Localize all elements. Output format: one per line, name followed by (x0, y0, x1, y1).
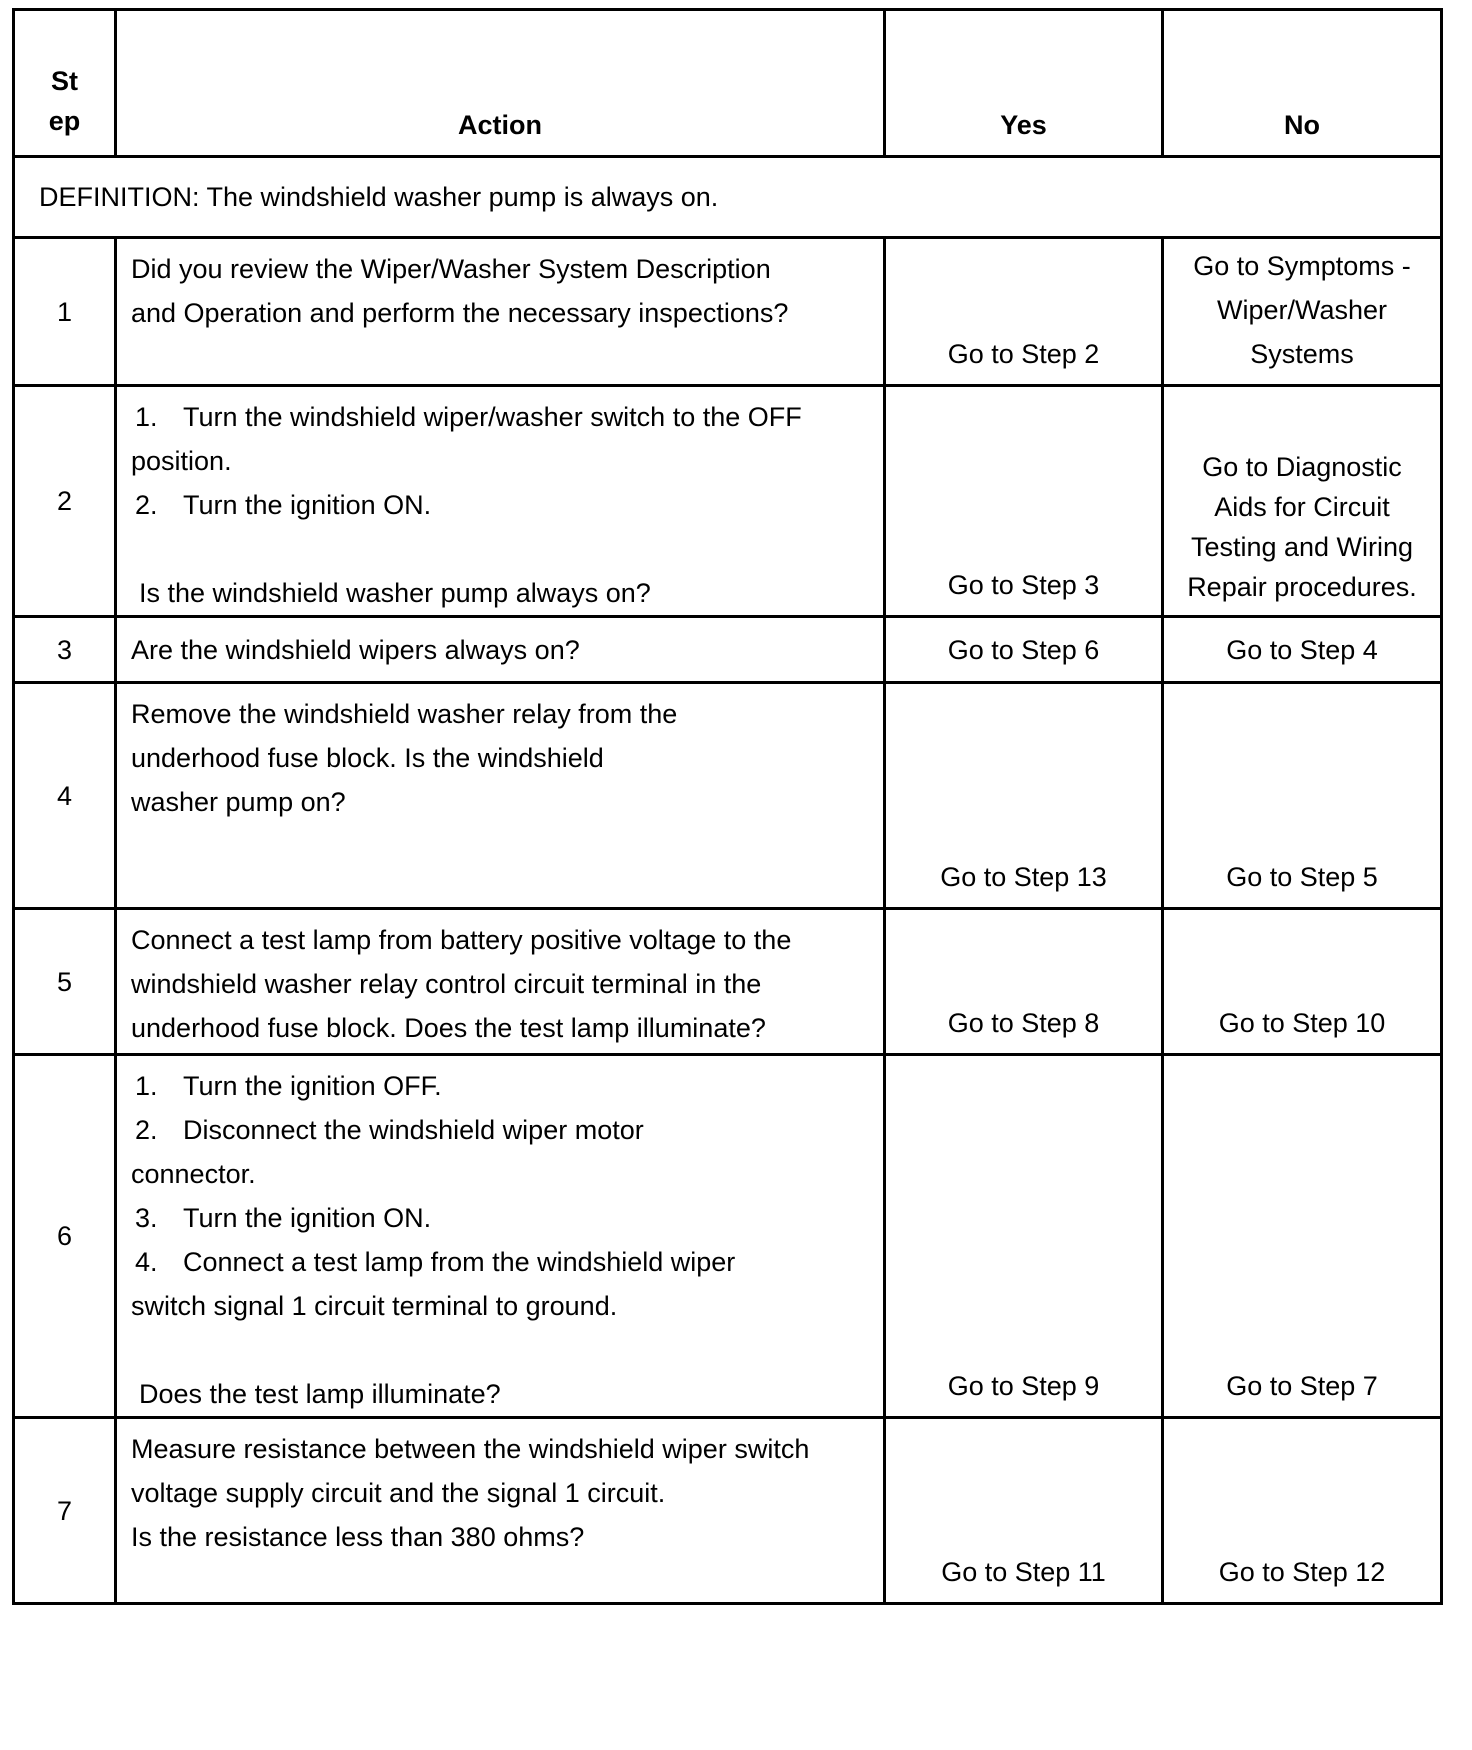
no-text: Go to Step 7 (1226, 1371, 1378, 1401)
no-cell (1163, 909, 1442, 1055)
header-row (14, 10, 1442, 157)
action-item: connector. (131, 1159, 256, 1189)
table-row (14, 386, 1442, 617)
step-number: 5 (14, 909, 116, 1055)
action-item: position. (131, 446, 232, 476)
table-row (14, 617, 1442, 683)
action-cell (116, 909, 885, 1055)
table-row (14, 1418, 1442, 1604)
no-text: Go to Step 5 (1226, 862, 1378, 892)
no-cell (1163, 683, 1442, 909)
action-cell (116, 1418, 885, 1604)
no-text: Go to Step 4 (1226, 634, 1378, 665)
step-number: 2 (14, 386, 116, 617)
action-line: Did you review the Wiper/Washer System Description (131, 254, 771, 284)
no-cell (1163, 238, 1442, 386)
action-item: switch signal 1 circuit terminal to ground. (131, 1291, 618, 1321)
no-text: Go to Symptoms - Wiper/Washer Systems (1193, 251, 1411, 369)
action-line: Are the windshield wipers always on? (131, 634, 580, 665)
yes-cell (885, 617, 1163, 683)
diagnostic-table (12, 8, 1443, 1605)
action-question: Is the windshield washer pump always on? (139, 578, 651, 608)
no-cell (1163, 1055, 1442, 1418)
action-item: 2. Disconnect the windshield wiper motor (135, 1115, 644, 1145)
action-cell (116, 1055, 885, 1418)
action-item: 1. Turn the windshield wiper/washer switch to the OFF (135, 402, 802, 432)
header-no: No (1163, 10, 1442, 157)
action-item: 1. Turn the ignition OFF. (135, 1071, 442, 1101)
header-step-line2: ep (48, 106, 81, 136)
action-line: Is the resistance less than 380 ohms? (131, 1522, 585, 1552)
header-step-line1: St (51, 66, 78, 96)
action-line: underhood fuse block. Is the windshield (131, 743, 604, 773)
action-line: windshield washer relay control circuit terminal in the (131, 969, 762, 999)
step-number: 1 (14, 238, 116, 386)
action-line: and Operation and perform the necessary inspections? (131, 298, 789, 328)
header-yes: Yes (885, 10, 1163, 157)
no-cell (1163, 386, 1442, 617)
yes-text: Go to Step 9 (947, 1371, 1100, 1401)
no-text: Go to Step 10 (1218, 1008, 1386, 1038)
yes-text: Go to Step 13 (940, 862, 1107, 892)
step-number: 4 (14, 683, 116, 909)
yes-cell (885, 683, 1163, 909)
yes-text: Go to Step 6 (947, 634, 1100, 665)
step-number: 7 (14, 1418, 116, 1604)
yes-text: Go to Step 8 (947, 1008, 1100, 1038)
yes-cell (885, 238, 1163, 386)
step-number: 6 (14, 1055, 116, 1418)
action-line: Connect a test lamp from battery positive voltage to the (131, 925, 792, 955)
yes-text: Go to Step 2 (947, 339, 1100, 369)
yes-cell (885, 909, 1163, 1055)
action-item: 4. Connect a test lamp from the windshield wiper (135, 1247, 736, 1277)
definition-text: DEFINITION: The windshield washer pump is always on. (14, 157, 1442, 238)
no-cell (1163, 1418, 1442, 1604)
action-line: washer pump on? (131, 787, 346, 817)
yes-cell (885, 386, 1163, 617)
yes-text: Go to Step 3 (947, 570, 1100, 600)
table-row (14, 1055, 1442, 1418)
action-cell (116, 238, 885, 386)
header-action: Action (116, 10, 885, 157)
no-text: Go to Step 12 (1218, 1557, 1386, 1587)
yes-cell (885, 1418, 1163, 1604)
step-number: 3 (14, 617, 116, 683)
table-row (14, 683, 1442, 909)
yes-cell (885, 1055, 1163, 1418)
action-line: underhood fuse block. Does the test lamp illuminate? (131, 1013, 766, 1043)
action-cell (116, 617, 885, 683)
definition-row (14, 157, 1442, 238)
no-cell (1163, 617, 1442, 683)
no-text: Go to Diagnostic Aids for Circuit Testing and Wiring Repair procedures. (1187, 452, 1417, 602)
action-cell (116, 386, 885, 617)
action-line: Remove the windshield washer relay from the (131, 699, 678, 729)
action-item: 2. Turn the ignition ON. (135, 490, 432, 520)
table-row (14, 909, 1442, 1055)
action-item: 3. Turn the ignition ON. (135, 1203, 432, 1233)
action-question: Does the test lamp illuminate? (139, 1379, 501, 1409)
action-line: Measure resistance between the windshield wiper switch (131, 1434, 810, 1464)
action-line: voltage supply circuit and the signal 1 circuit. (131, 1478, 666, 1508)
action-cell (116, 683, 885, 909)
yes-text: Go to Step 11 (941, 1557, 1106, 1587)
header-step (14, 10, 116, 157)
table-row (14, 238, 1442, 386)
